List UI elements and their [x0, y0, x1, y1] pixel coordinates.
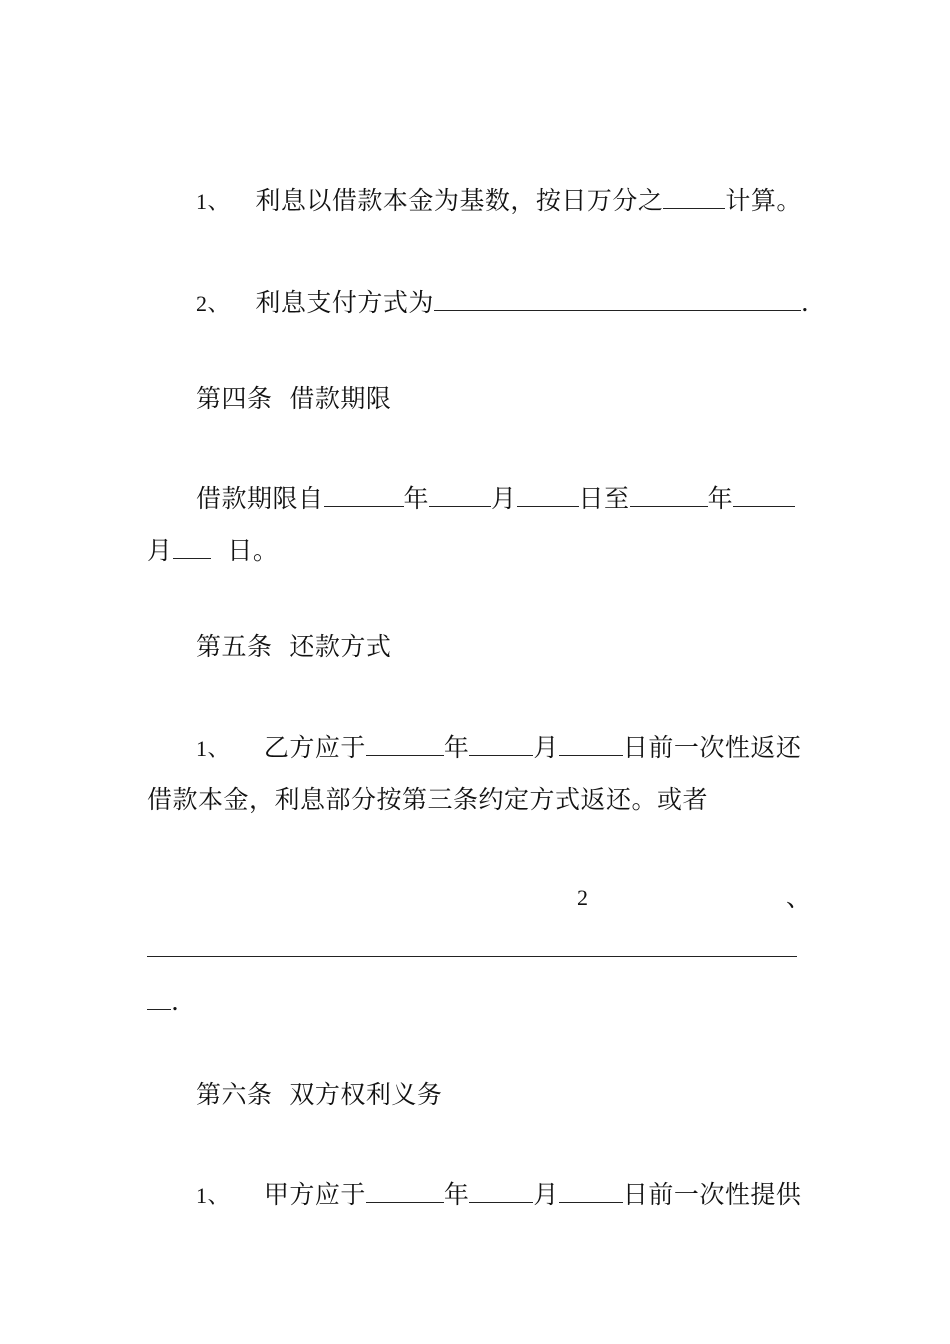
blank-month [469, 733, 533, 756]
article-number: 第五条 [196, 632, 273, 661]
unit-day: 日。 [227, 536, 279, 565]
clause-text: 利息以借款本金为基数，按日万分之 [255, 186, 664, 215]
repayment-item-1-line-2 [147, 784, 708, 816]
repayment-item-2-end [147, 986, 179, 1018]
item-number: 1、 [196, 1183, 231, 1208]
article-title: 双方权利义务 [289, 1080, 443, 1109]
repayment-item-2-number: 2 [577, 885, 589, 910]
blank-day [173, 536, 211, 559]
item-number: 2、 [196, 291, 231, 316]
unit-month: 月 [491, 484, 517, 513]
article-number: 第四条 [196, 384, 273, 413]
article-title: 还款方式 [289, 632, 392, 661]
clause-end: . [171, 987, 180, 1016]
unit-month: 月 [533, 1180, 559, 1209]
blank-year [366, 1180, 444, 1203]
rights-item-1-line-1 [196, 1179, 801, 1212]
unit-year: 年 [403, 484, 430, 513]
unit-year: 年 [707, 484, 734, 513]
blank-field [147, 987, 171, 1010]
clause-text: 借款期限自 [196, 484, 324, 513]
unit-day-to: 日至 [578, 484, 630, 513]
blank-field [434, 288, 801, 311]
loan-term-line-2 [147, 535, 278, 567]
blank-day [559, 1180, 623, 1203]
clause-text: 计算。 [725, 186, 802, 215]
blank-day [559, 733, 623, 756]
clause-text: 日前一次性返还 [622, 733, 802, 762]
blank-month [429, 484, 491, 507]
unit-year: 年 [443, 1180, 470, 1209]
blank-field [663, 186, 725, 209]
article-title: 借款期限 [289, 384, 392, 413]
blank-day [517, 484, 579, 507]
article-4-heading [196, 383, 391, 415]
unit-month: 月 [533, 733, 559, 762]
repayment-item-2-mark: 、 [786, 883, 812, 912]
item-number: 1、 [196, 189, 231, 214]
clause-text: 甲方应于 [263, 1180, 366, 1209]
article-number: 第六条 [196, 1080, 273, 1109]
clause-end: . [800, 288, 810, 317]
blank-month [469, 1180, 533, 1203]
interest-clause-2 [196, 287, 809, 320]
article-5-heading [196, 631, 391, 663]
clause-text: 日前一次性提供 [622, 1180, 802, 1209]
unit-year: 年 [443, 733, 470, 762]
unit-month: 月 [147, 536, 173, 565]
clause-text: 借款本金，利息部分按第三条约定方式返还。或者 [147, 785, 709, 814]
loan-term-line-1 [196, 483, 795, 515]
interest-clause-1 [196, 185, 802, 218]
clause-text: 利息支付方式为 [255, 288, 434, 317]
clause-text: 乙方应于 [263, 733, 366, 762]
article-6-heading [196, 1079, 442, 1111]
blank-full-line [147, 956, 797, 957]
blank-month [733, 484, 795, 507]
blank-year [324, 484, 404, 507]
blank-year [630, 484, 708, 507]
item-number: 1、 [196, 736, 231, 761]
blank-year [366, 733, 444, 756]
repayment-item-1-line-1 [196, 732, 801, 765]
